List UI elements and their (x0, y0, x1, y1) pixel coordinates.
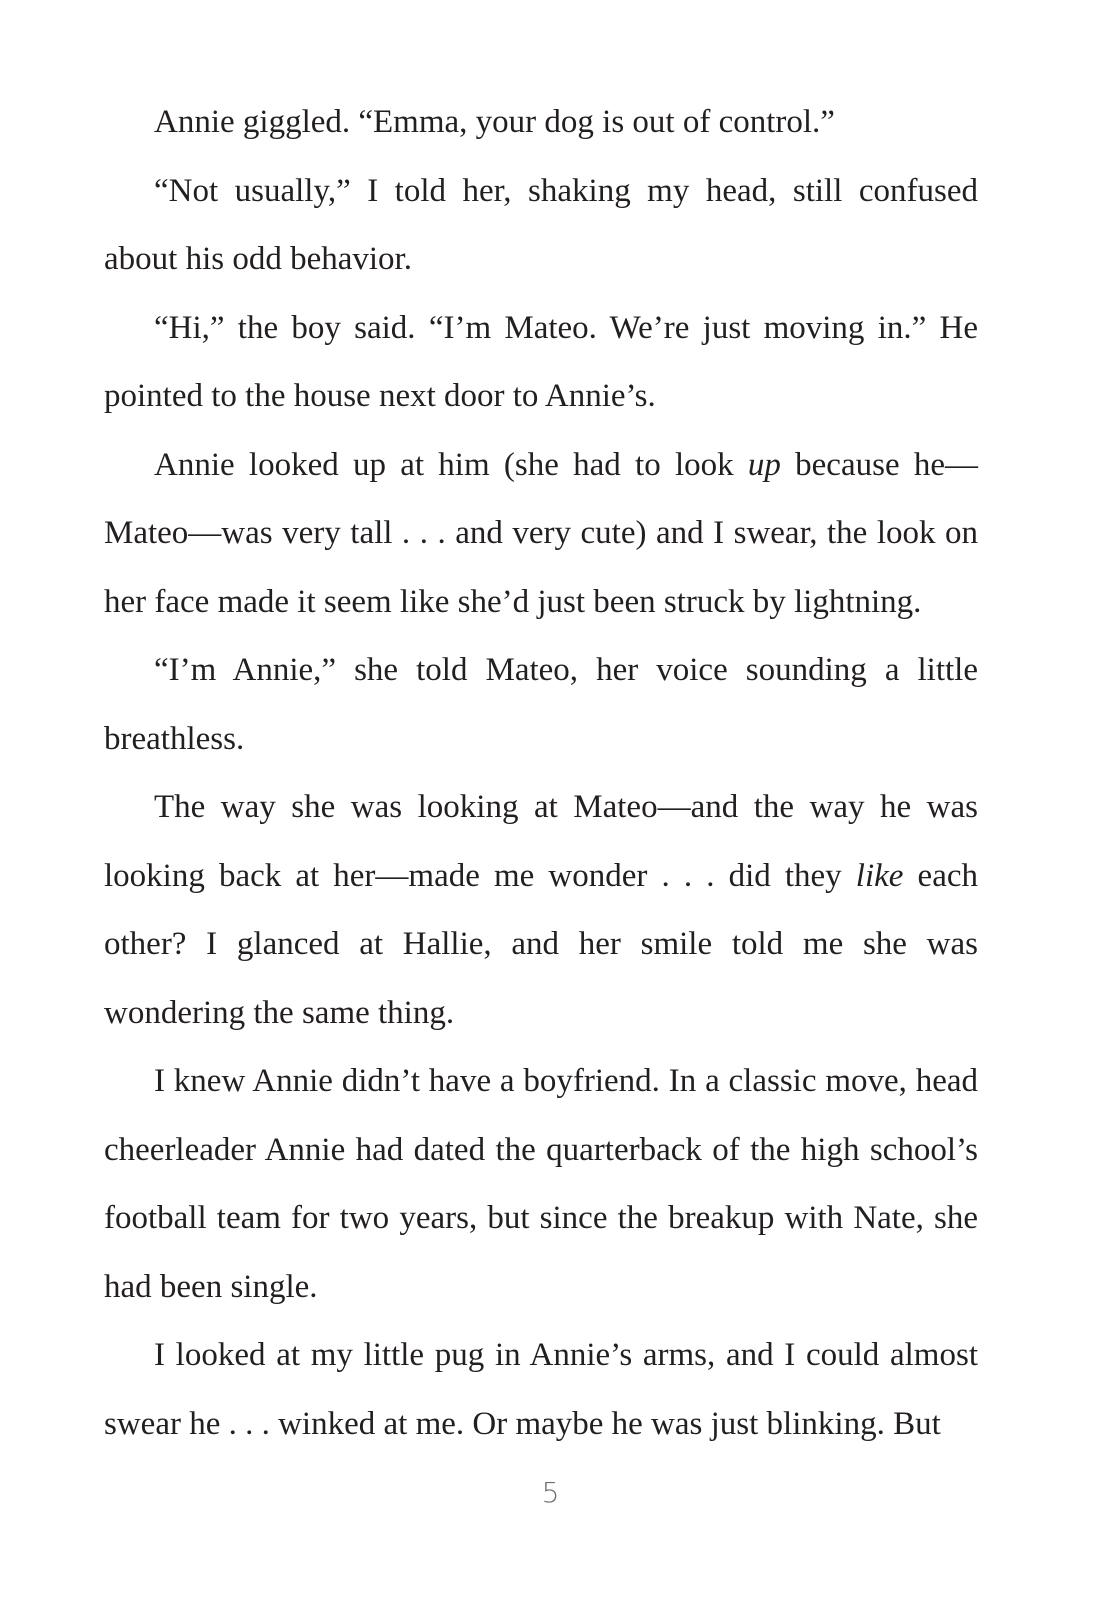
paragraph: I looked at my little pug in Annie’s arms, and I could almost swear he . . . winked at me. Or maybe he was just blinking. But (104, 1337, 978, 1442)
page-number: 5 (541, 1476, 560, 1509)
italic-emphasis: like (855, 857, 904, 894)
body-text (104, 88, 978, 1458)
italic-emphasis: up (747, 446, 781, 483)
paragraph: “Not usually,” I told her, shaking my head, still confused about his odd behavior. (104, 172, 978, 277)
paragraph: “I’m Annie,” she told Mateo, her voice sounding a little breathless. (104, 652, 978, 757)
paragraph: Annie giggled. “Emma, your dog is out of control.” (154, 104, 835, 140)
paragraph: The way she was looking at Mateo—and the way he was looking back at her—made me wonder . . . did they like each other? I glanced at Hallie, and her smile told me she was wondering the same thing. (104, 789, 978, 1031)
paragraph: Annie looked up at him (she had to look up because he—Mateo—was very tall . . . and very cute) and I swear, the look on her face made it seem like she’d just been struck by lightning. (104, 446, 979, 620)
paragraph: “Hi,” the boy said. “I’m Mateo. We’re just moving in.” He pointed to the house next door to Annie’s. (104, 309, 978, 414)
paragraph: I knew Annie didn’t have a boyfriend. In a classic move, head cheerleader Annie had dated the quarterback of the high school’s football team for two years, but since the breakup with Nate, she had been single. (104, 1063, 978, 1305)
